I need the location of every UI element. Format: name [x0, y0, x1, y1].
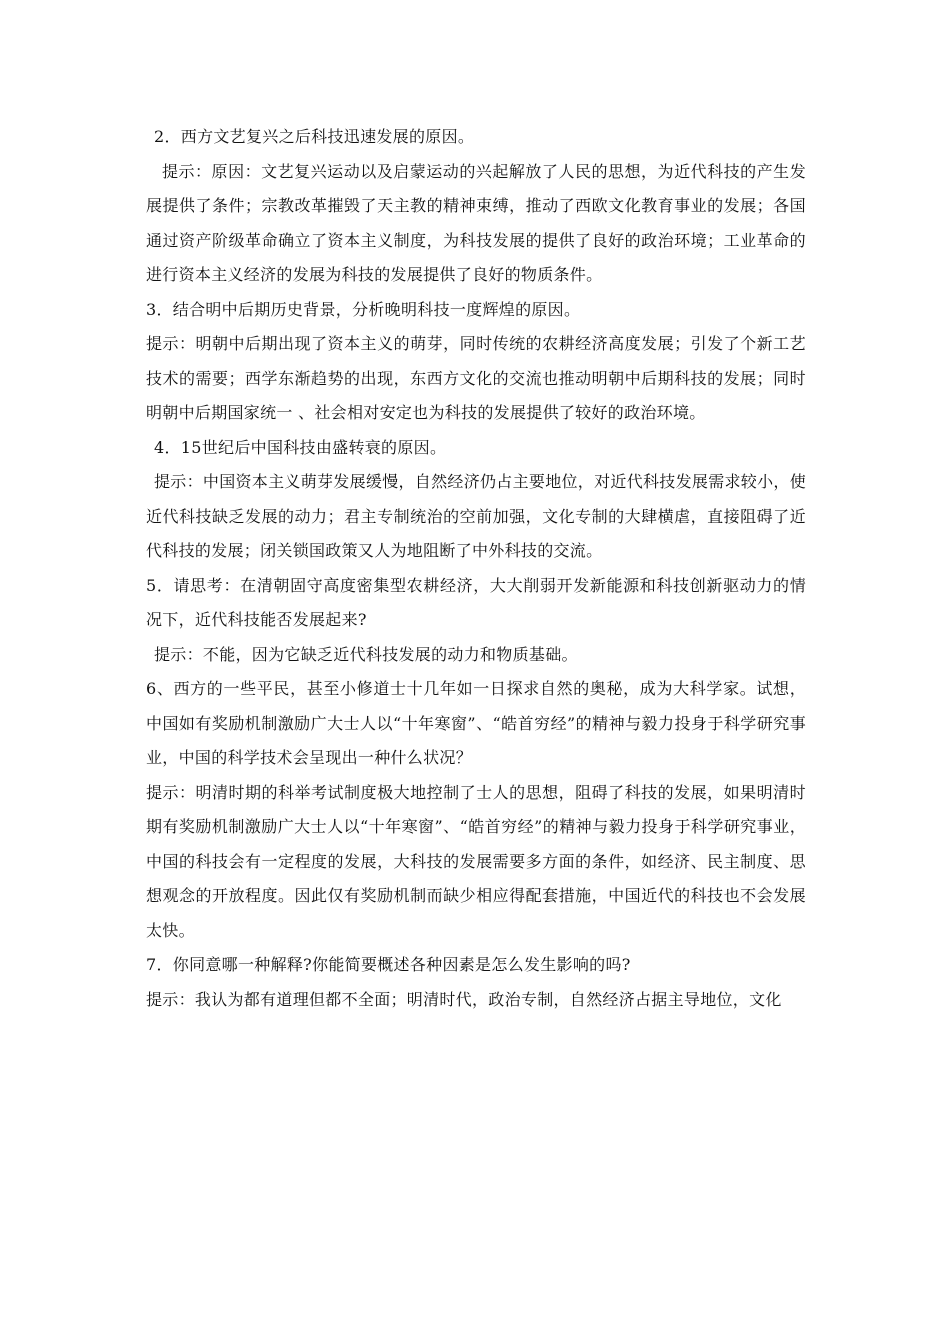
answer-2: 提示：原因：文艺复兴运动以及启蒙运动的兴起解放了人民的思想，为近代科技的产生发展提供了条件；宗教改革摧毁了天主教的精神束缚，推动了西欧文化教育事业的发展；各国通过资产阶级革命确立了资本主义制度，为科技发展的提供了良好的政治环境；工业革命的进行资本主义经济的发展为科技的发展提供了良好的物质条件。	[146, 161, 806, 284]
question-7: 7．你同意哪一种解释?你能简要概述各种因素是怎么发生影响的吗?	[146, 955, 631, 974]
answer-4: 提示：中国资本主义萌芽发展缓慢，自然经济仍占主要地位，对近代科技发展需求较小，使近代科技缺乏发展的动力；君主专制统治的空前加强，文化专制的大肆横虐，直接阻碍了近代科技的发展；闭关锁国政策又人为地阻断了中外科技的交流。	[146, 472, 807, 560]
question-4: 4．15世纪后中国科技由盛转衰的原因。	[154, 437, 447, 457]
document-body	[146, 120, 806, 1017]
question-5: 5．请思考：在清朝固守高度密集型农耕经济，大大削弱开发新能源和科技创新驱动力的情况下，近代科技能否发展起来?	[146, 575, 806, 629]
answer-3: 提示：明朝中后期出现了资本主义的萌芽，同时传统的农耕经济高度发展；引发了个新工艺技术的需要；西学东渐趋势的出现，东西方文化的交流也推动明朝中后期科技的发展；同时明朝中后期国家统一 、社会相对安定也为科技的发展提供了较好的政治环境。	[146, 334, 806, 422]
answer-7: 提示：我认为都有道理但都不全面；明清时代，政治专制，自然经济占据主导地位，文化	[146, 989, 782, 1009]
answer-6: 提示：明清时期的科举考试制度极大地控制了士人的思想，阻碍了科技的发展，如果明清时期有奖励机制激励广大士人以“十年寒窗”、“皓首穷经”的精神与毅力投身于科学研究事业，中国的科技会有一定程度的发展，大科技的发展需要多方面的条件，如经济、民主制度、思想观念的开放程度。因此仅有奖励机制而缺少相应得配套措施，中国近代的科技也不会发展太快。	[146, 782, 806, 940]
answer-5: 提示：不能，因为它缺乏近代科技发展的动力和物质基础。	[154, 644, 578, 664]
question-2: 2．西方文艺复兴之后科技迅速发展的原因。	[154, 127, 475, 146]
question-3: 3．结合明中后期历史背景，分析晚明科技一度辉煌的原因。	[146, 299, 581, 319]
question-6: 6、西方的一些平民，甚至小修道士十几年如一日探求自然的奥秘，成为大科学家。试想，中国如有奖励机制激励广大士人以“十年寒窗”、“皓首穷经”的精神与毅力投身于科学研究事业，中国的科学技术会呈现出一种什么状况？	[146, 679, 806, 767]
